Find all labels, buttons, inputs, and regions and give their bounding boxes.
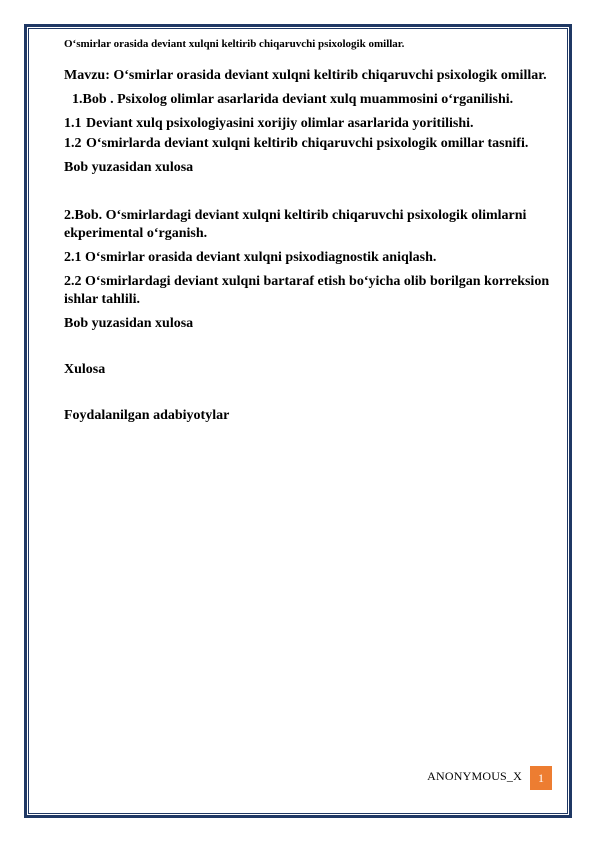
section-2-1: 2.1 O‘smirlar orasida deviant xulqni psixodiagnostik aniqlash.: [64, 250, 437, 265]
section-2-2: 2.2 O‘smirlardagi deviant xulqni bartaraf etish bo‘yicha olib borilgan korreksion ishlar tahlili.: [64, 274, 550, 307]
section-text: O‘smirlarda deviant xulqni keltirib chiqaruvchi psixologik omillar tasnifi.: [86, 136, 529, 151]
conclusion: Xulosa: [64, 362, 106, 377]
section-text: Deviant xulq psixologiyasini xorijiy olimlar asarlarida yoritilishi.: [86, 116, 474, 131]
chapter-2-summary: Bob yuzasidan xulosa: [64, 316, 194, 331]
footer-author: ANONYMOUS_X: [427, 769, 522, 783]
section-1-2: [64, 135, 554, 153]
page-number-badge: 1: [530, 766, 552, 790]
page-footer: [400, 766, 552, 790]
page-content: [64, 36, 554, 425]
chapter-1-summary: Bob yuzasidan xulosa: [64, 160, 194, 175]
topic-line: Mavzu: O‘smirlar orasida deviant xulqni keltirib chiqaruvchi psixologik omillar.: [64, 68, 547, 83]
chapter-1-title: 1.Bob . Psixolog olimlar asarlarida deviant xulq muammosini o‘rganilishi.: [72, 92, 514, 107]
section-1-1: [64, 115, 554, 133]
section-number: 1.2: [64, 136, 82, 151]
references: Foydalanilgan adabiyotylar: [64, 408, 230, 423]
running-header: O‘smirlar orasida deviant xulqni keltirib chiqaruvchi psixologik omillar.: [64, 38, 405, 50]
section-number: 1.1: [64, 116, 82, 131]
chapter-2-title: 2.Bob. O‘smirlardagi deviant xulqni keltirib chiqaruvchi psixologik olimlarni ekperimental o‘rganish.: [64, 208, 527, 241]
